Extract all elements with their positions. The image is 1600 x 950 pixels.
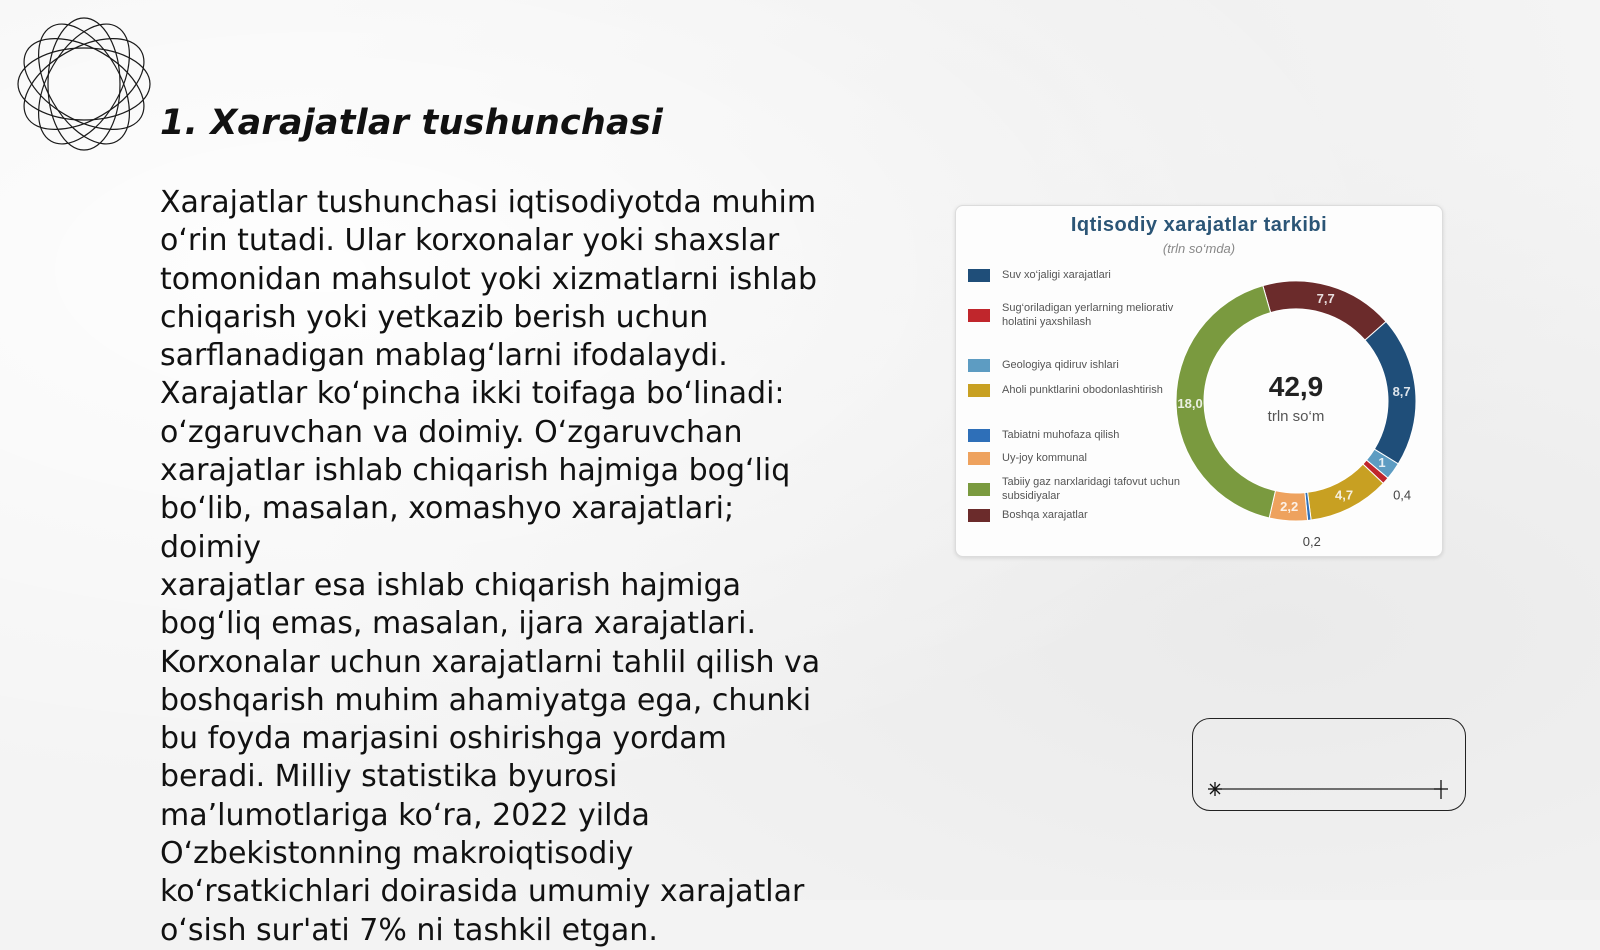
sparkle-icon	[1434, 780, 1448, 799]
slice-value-label: 1	[1378, 454, 1386, 470]
legend-label: Sug‘oriladigan yerlarning meliorativ holatini yaxshilash	[1002, 302, 1174, 328]
slice-value-label: 0,2	[1302, 534, 1321, 550]
interlaced-rings-logo-icon	[10, 10, 158, 158]
chart-total-value: 42,9	[1268, 371, 1324, 402]
slice-value-label: 18,0	[1177, 395, 1203, 411]
chart-subtitle: (trln so‘mda)	[1162, 241, 1236, 256]
legend-label: Tabiiy gaz narxlaridagi tafovut uchun subsidiyalar	[1002, 476, 1180, 502]
donut-chart	[956, 206, 1442, 556]
slice-value-label: 0,4	[1393, 487, 1412, 503]
donut-chart-card	[955, 205, 1443, 557]
legend-label: Aholi punktlarini obodonlashtirish	[1002, 384, 1163, 396]
chart-total-unit: trln so‘m	[1267, 408, 1325, 425]
legend-label: Boshqa xarajatlar	[1002, 509, 1088, 521]
slice-value-label: 2,2	[1280, 498, 1299, 514]
legend-label: Geologiya qidiruv ishlari	[1002, 359, 1119, 371]
legend-label: Suv xo‘jaligi xarajatlari	[1002, 269, 1111, 281]
decorative-slider-frame	[1192, 718, 1466, 811]
slide-heading: 1. Xarajatlar tushunchasi	[160, 103, 664, 143]
donut-slice	[1263, 281, 1386, 340]
slice-value-label: 7,7	[1316, 291, 1335, 307]
legend-label: Uy-joy kommunal	[1002, 452, 1087, 464]
legend-label: Tabiatni muhofaza qilish	[1002, 429, 1120, 441]
slider-track	[1193, 719, 1465, 810]
slice-value-label: 4,7	[1335, 487, 1354, 503]
chart-title: Iqtisodiy xarajatlar tarkibi	[1070, 214, 1328, 236]
starburst-icon	[1208, 782, 1222, 796]
slide-body-text: Xarajatlar tushunchasi iqtisodiyotda muhim o‘rin tutadi. Ular korxonalar yoki shaxslar tomonidan mahsulot yoki xizmatlarni ishlab chiqarish yoki yetkazib berish uchun sarflanadigan mablag‘larni ifodalaydi. Xarajatlar ko‘pincha ikki toifaga bo‘linadi: o‘zgaruvchan va doimiy. O‘zgaruvchan xarajatlar ishlab chiqarish hajmiga bog‘liq bo‘lib, masalan, xomashyo xarajatlari; doimiy xarajatlar esa ishlab chiqarish hajmiga bog‘liq emas, masalan, ijara xarajatlari. Korxonalar uchun xarajatlarni tahlil qilish va boshqarish muhim ahamiyatga ega, chunki bu foyda marjasini oshirishga yordam beradi. Milliy statistika byurosi ma’lumotlariga ko‘ra, 2022 yilda O‘zbekistonning makroiqtisodiy ko‘rsatkichlari doirasida umumiy xarajatlar o‘sish sur'ati 7% ni tashkil etgan.	[160, 185, 821, 948]
slice-value-label: 8,7	[1392, 383, 1411, 399]
